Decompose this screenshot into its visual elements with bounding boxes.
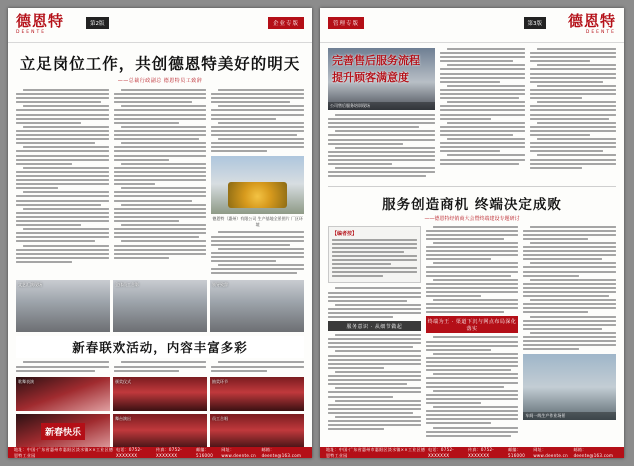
factory-photo-caption: 德恩特（惠州）有限公司 生产基地全景图片 厂区环境 [212,216,303,228]
right-footer [320,447,624,458]
training-photo [328,48,435,110]
left-footer [8,447,312,458]
footer-zip-right: 邮编：516000 [508,447,526,458]
footer-address: 地址：中国·广东省惠州市惠阳区淡水镇××工业区德恩特工业园 [14,446,114,458]
main-col-1 [328,226,421,439]
event-photo-3 [210,280,304,332]
left-subhead: ——总裁行政副总 德恩特员工致辞 [117,78,203,84]
main-col-3 [523,226,616,439]
grid-photo-6-label: 员工合唱 [212,415,228,421]
column-2 [114,89,207,276]
footer-phone-right: 电话：0752-XXXXXXX [428,447,455,458]
grid-photo-1 [16,377,110,411]
event-photo-3-label: 领导致辞 [212,282,228,288]
grid-photo-2 [113,377,207,411]
main-col-2 [426,226,519,439]
banner-headline: 新春联欢活动，内容丰富多彩 [72,340,248,356]
top-article-col-1 [328,114,435,177]
event-photo-1-label: 文艺汇演现场 [18,282,42,288]
main-article-columns [320,226,624,439]
photo-grid-row-1 [8,374,312,411]
footer-email: 邮箱：deente@163.com [261,447,302,458]
workshop-photo [523,354,616,420]
top-article [320,43,624,180]
footer-web-right: 网址：www.deente.cn [533,447,569,458]
new-year-greeting: 新春快乐 [41,423,85,440]
left-headline: 立足岗位工作，共创德恩特美好的明天 [19,54,301,73]
grid-photo-5-label: 舞台演出 [115,415,131,421]
main-article-subhead: ——德恩特经销商大会暨终端建设专题研讨 [424,215,520,222]
page-number-right: 第3版 [524,17,547,29]
section-badge-left: 企业专版 [268,17,304,29]
event-photo-strip [8,276,312,332]
top-article-title-1: 完善售后服务流程 [332,54,420,67]
sculpture-detail [228,182,287,208]
grid-photo-3-label: 抽奖环节 [212,378,228,384]
grid-photo-5 [113,414,207,450]
section-bar-1: 服务意识 · 从细节做起 [328,321,421,331]
event-photo-2-label: 全体员工合影 [115,282,139,288]
new-year-banner [16,336,304,358]
logo-chinese: 德恩特 [16,12,65,30]
photo-grid-row-2 [8,411,312,450]
grid-photo-6 [210,414,304,450]
left-page [8,8,312,458]
logo-chinese-right: 德恩特 [567,12,616,30]
left-body-columns [8,89,312,276]
right-page [320,8,624,458]
editor-note-title: 【编者按】 [332,230,358,237]
banner-col-1 [16,361,109,373]
footer-web: 网址：www.deente.cn [221,447,257,458]
publication-logo [16,13,64,35]
banner-col-3 [211,361,304,373]
right-masthead [320,8,624,43]
footer-address-right: 地址：中国·广东省惠州市惠阳区淡水镇××工业区德恩特工业园 [326,446,426,458]
grid-photo-2-label: 颁奖仪式 [115,378,131,384]
grid-photo-1-label: 歌舞表演 [18,378,34,384]
footer-phone: 电话：0752-XXXXXXX [116,447,143,458]
footer-fax: 传真：0752-XXXXXXX [156,447,183,458]
top-article-col-3 [530,48,616,180]
grid-photo-3 [210,377,304,411]
main-article-headline: 服务创造商机 终端决定成败 [382,196,562,213]
section-badge-right: 管理专版 [328,17,364,29]
footer-fax-right: 传真：0752-XXXXXXX [468,447,495,458]
grid-photo-4 [16,414,110,450]
footer-email-right: 邮箱：deente@163.com [573,447,614,458]
banner-text [8,361,312,373]
workshop-photo-caption: 车间一线生产作业场景 [523,412,616,420]
page-number-left: 第2版 [86,17,109,29]
logo-english: DEENTE [16,30,47,35]
banner-col-2 [114,361,207,373]
left-masthead [8,8,312,43]
event-photo-2 [113,280,207,332]
event-photo-1 [16,280,110,332]
top-article-col-2 [440,48,526,180]
top-article-title-2: 提升顾客满意度 [332,71,409,84]
top-article-left [328,48,435,180]
logo-english-right: DEENTE [585,30,616,35]
column-3 [211,89,304,276]
publication-logo-right [568,13,616,35]
editor-note-box [328,226,421,284]
section-bar-2: 终端为王 · 渠道下沉与网点布局深化落实 [426,316,519,333]
column-1 [16,89,109,276]
factory-photo [211,156,304,214]
training-photo-caption: 公司售后服务培训现场 [328,102,435,110]
footer-zip: 邮编：516000 [196,447,214,458]
